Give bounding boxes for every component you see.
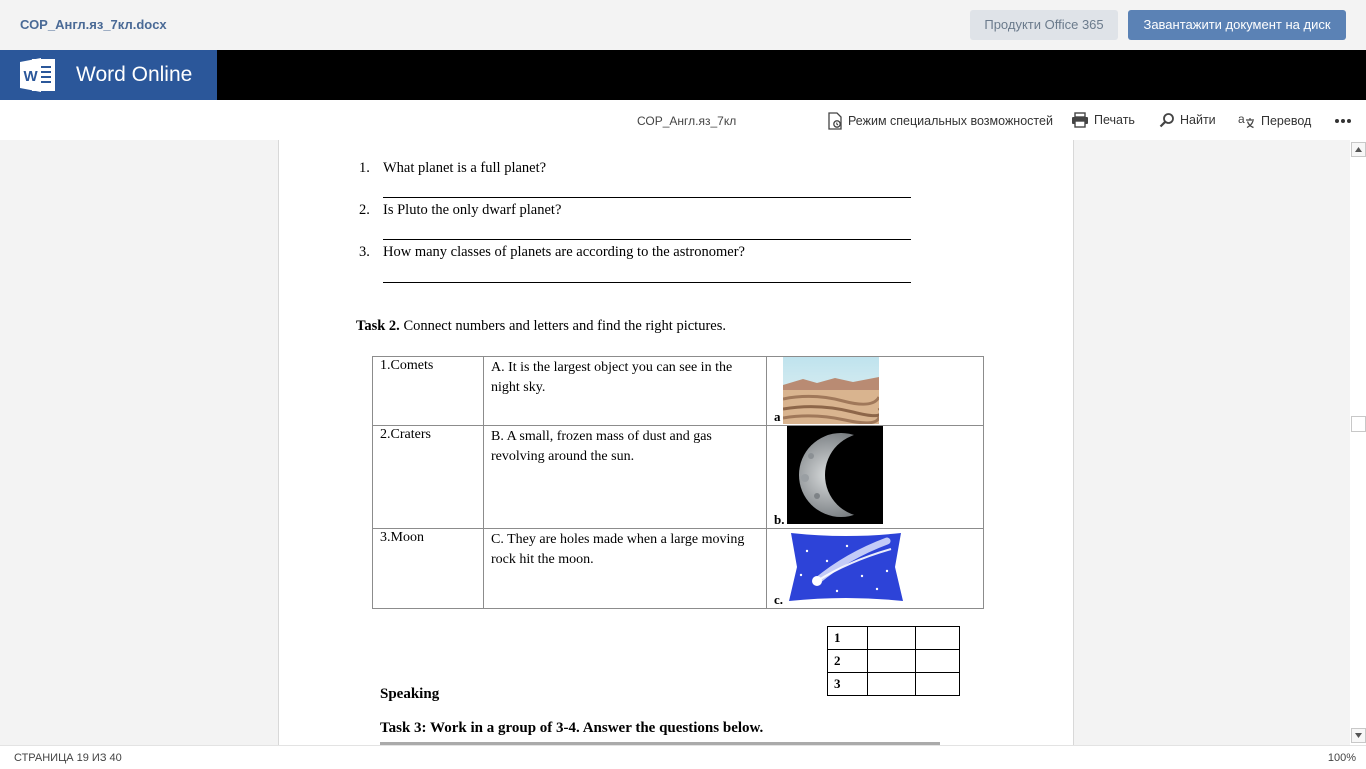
printer-icon xyxy=(1071,112,1089,128)
picture-label: a xyxy=(774,409,781,424)
translate-icon xyxy=(1238,112,1256,130)
question-number: 3. xyxy=(359,244,370,260)
more-options-icon[interactable] xyxy=(1334,118,1352,124)
question-number: 2. xyxy=(359,202,370,218)
matching-table xyxy=(372,356,984,609)
document-page xyxy=(278,140,1074,745)
answer-line xyxy=(383,282,911,283)
search-icon xyxy=(1159,112,1175,128)
task2-text: Connect numbers and letters and find the right pictures. xyxy=(403,318,726,334)
document-name[interactable]: СОР_Англ.яз_7кл.docx xyxy=(20,17,167,32)
picture-cell xyxy=(767,529,984,609)
answer-grid xyxy=(827,626,960,696)
scroll-down-button[interactable] xyxy=(1351,728,1366,743)
answer-number: 1 xyxy=(828,627,868,650)
question-item xyxy=(359,202,561,219)
word-online-brand[interactable] xyxy=(0,50,217,100)
word-logo-icon xyxy=(20,58,56,92)
answer-cell xyxy=(868,650,916,673)
find-button[interactable] xyxy=(1159,112,1216,128)
task3-heading: Task 3: Work in a group of 3-4. Answer the questions below. xyxy=(380,720,764,736)
question-item xyxy=(359,160,546,177)
speaking-heading: Speaking xyxy=(380,686,440,702)
task2-heading xyxy=(356,318,726,335)
answer-number: 2 xyxy=(828,650,868,673)
print-button[interactable] xyxy=(1071,112,1135,128)
term-cell: 3.Moon xyxy=(373,529,484,609)
scroll-up-button[interactable] xyxy=(1351,142,1366,157)
table-row xyxy=(373,426,984,529)
table-row xyxy=(828,650,960,673)
answer-cell xyxy=(868,673,916,696)
question-number: 1. xyxy=(359,160,370,176)
svg-text:W: W xyxy=(23,68,38,85)
table-row xyxy=(828,627,960,650)
scroll-thumb[interactable] xyxy=(1351,416,1366,432)
brand-name: Word Online xyxy=(76,63,193,86)
definition-cell: A. It is the largest object you can see in the night sky. xyxy=(484,357,767,426)
toolbar-document-title: СОР_Англ.яз_7кл xyxy=(637,114,737,128)
page-counter: СТРАНИЦА 19 ИЗ 40 xyxy=(14,752,122,764)
landscape-picture xyxy=(783,357,879,424)
print-label: Печать xyxy=(1094,113,1135,127)
definition-cell: C. They are holes made when a large moving rock hit the moon. xyxy=(484,529,767,609)
office-365-button[interactable]: Продукти Office 365 xyxy=(970,10,1118,40)
zoom-level[interactable]: 100% xyxy=(1327,752,1356,764)
answer-cell xyxy=(916,673,960,696)
task2-bold: Task 2. xyxy=(356,318,400,334)
accessibility-document-icon xyxy=(827,112,843,130)
arrow-down-icon xyxy=(1352,729,1365,742)
definition-cell: B. A small, frozen mass of dust and gas revolving around the sun. xyxy=(484,426,767,529)
question-text: How many classes of planets are according to the astronomer? xyxy=(383,244,745,260)
accessibility-mode-label: Режим специальных возможностей xyxy=(848,114,1053,128)
answer-number: 3 xyxy=(828,673,868,696)
translate-label: Перевод xyxy=(1261,114,1312,128)
answer-cell xyxy=(916,627,960,650)
table-row xyxy=(828,673,960,696)
status-bar xyxy=(0,745,1366,769)
question-item xyxy=(359,244,745,261)
answer-cell xyxy=(916,650,960,673)
question-text: Is Pluto the only dwarf planet? xyxy=(383,202,562,218)
vertical-scrollbar[interactable] xyxy=(1350,140,1366,745)
picture-cell xyxy=(767,357,984,426)
question-text: What planet is a full planet? xyxy=(383,160,547,176)
find-label: Найти xyxy=(1180,113,1216,127)
document-canvas[interactable] xyxy=(0,140,1350,745)
moon-picture xyxy=(787,426,883,524)
answer-line xyxy=(383,197,911,198)
answer-cell xyxy=(868,627,916,650)
download-document-button[interactable]: Завантажити документ на диск xyxy=(1128,10,1346,40)
viewer-toolbar xyxy=(0,100,1366,140)
table-row xyxy=(373,357,984,426)
accessibility-mode-button[interactable] xyxy=(827,112,1053,130)
picture-label: c. xyxy=(774,592,784,607)
answer-line xyxy=(383,239,911,240)
svg-text:a: a xyxy=(1238,112,1245,126)
top-bar xyxy=(0,0,1366,50)
table-row xyxy=(373,529,984,609)
comet-picture xyxy=(787,531,905,603)
arrow-up-icon xyxy=(1352,143,1365,156)
picture-label: b. xyxy=(774,512,785,527)
brand-bar xyxy=(0,50,1366,100)
term-cell: 1.Comets xyxy=(373,357,484,426)
translate-button[interactable] xyxy=(1238,112,1311,130)
picture-cell xyxy=(767,426,984,529)
term-cell: 2.Craters xyxy=(373,426,484,529)
